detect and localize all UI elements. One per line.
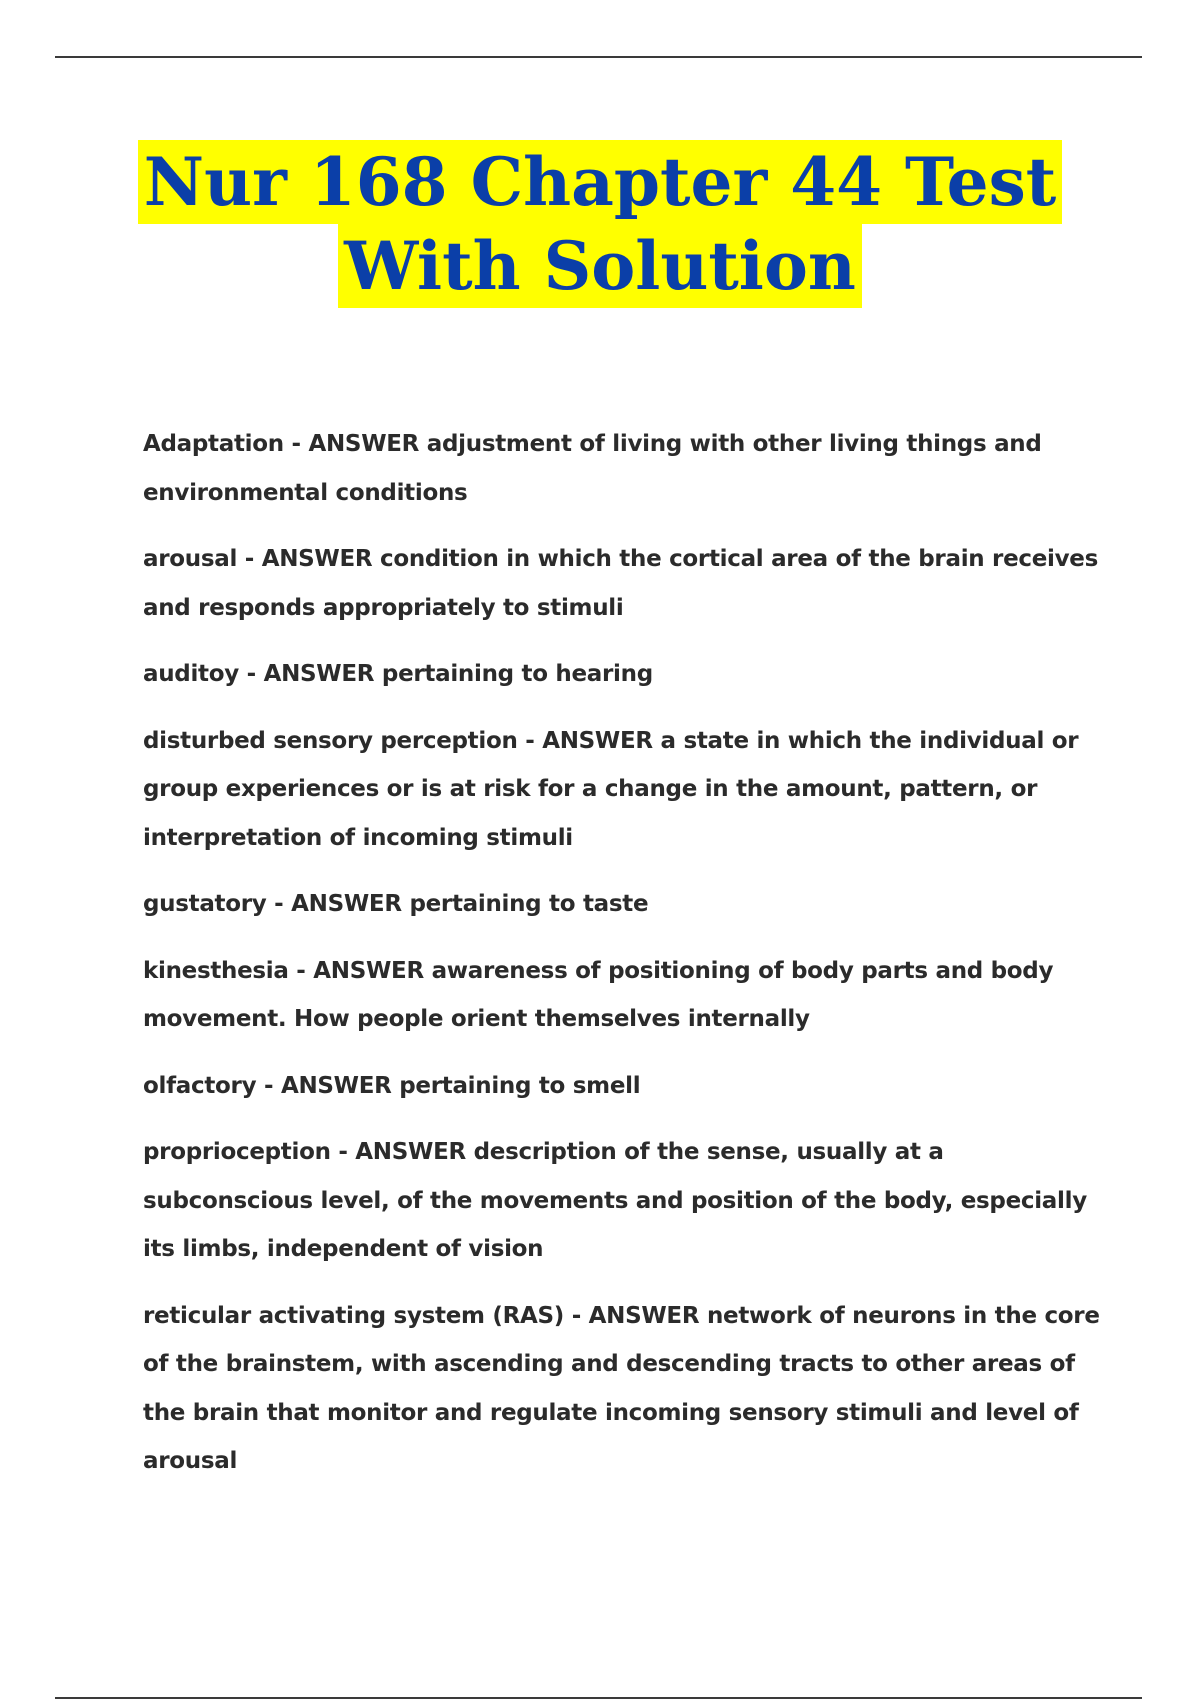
top-divider <box>55 56 1142 58</box>
term-entry-proprioception: proprioception - ANSWER description of the sense, usually at a subconscious level, of the movements and position of the body, especially its limbs, independent of vision <box>143 1139 1087 1262</box>
term-entry-kinesthesia: kinesthesia - ANSWER awareness of positioning of body parts and body movement. How people orient themselves internally <box>143 957 1054 1032</box>
term-entry-adaptation: Adaptation - ANSWER adjustment of living with other living things and environmental conditions <box>143 431 1042 506</box>
term-entry-olfactory: olfactory - ANSWER pertaining to smell <box>143 1072 641 1099</box>
term-entry-arousal: arousal - ANSWER condition in which the cortical area of the brain receives and responds appropriately to stimuli <box>143 546 1099 621</box>
term-entry-auditory: auditoy - ANSWER pertaining to hearing <box>143 661 653 687</box>
document-title <box>0 140 1200 308</box>
term-entry-gustatory: gustatory - ANSWER pertaining to taste <box>143 891 649 917</box>
term-entry-disturbed-sensory-perception: disturbed sensory perception - ANSWER a state in which the individual or group experiences or is at risk for a change in the amount, pattern, or interpretation of incoming stimuli <box>143 727 1079 851</box>
title-line-2: With Solution <box>338 224 862 308</box>
bottom-divider <box>55 1697 1142 1699</box>
term-list <box>143 420 1103 1504</box>
title-line-1: Nur 168 Chapter 44 Test <box>138 140 1062 224</box>
term-entry-reticular-activating-system: reticular activating system (RAS) - ANSWER network of neurons in the core of the brainstem, with ascending and descending tracts to other areas of the brain that monitor and regulate incoming sensory stimuli and level of arousal <box>143 1302 1100 1474</box>
